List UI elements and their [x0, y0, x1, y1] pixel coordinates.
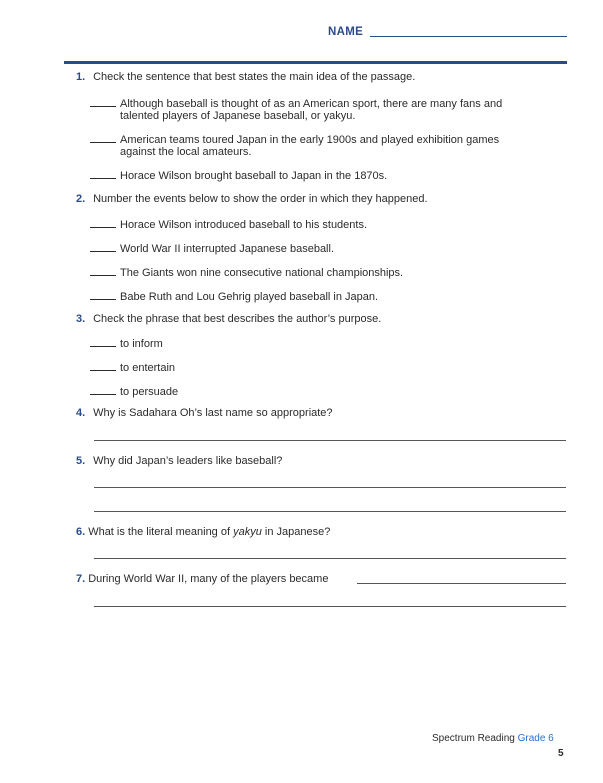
q1-option-1-cont: talented players of Japanese baseball, or yakyu. [120, 110, 356, 122]
header-divider [64, 61, 567, 64]
question-number: 5. [76, 455, 86, 467]
option-text: to entertain [120, 362, 176, 374]
option-text: to persuade [120, 386, 179, 398]
question-7 [76, 573, 328, 585]
question-6 [76, 526, 330, 538]
question-number: 7. [76, 573, 86, 585]
question-number: 3. [76, 313, 86, 325]
option-text: to inform [120, 338, 163, 350]
option-text: Babe Ruth and Lou Gehrig played baseball in Japan. [120, 291, 379, 303]
q1-option-1 [90, 96, 502, 110]
name-label: NAME [328, 26, 364, 38]
question-1 [76, 71, 415, 83]
footer-series [432, 733, 554, 744]
answer-blank[interactable] [90, 241, 116, 252]
question-text-pre: What is the literal meaning of [88, 526, 234, 538]
option-text: Horace Wilson introduced baseball to his students. [120, 219, 368, 231]
q1-option-2-cont: against the local amateurs. [120, 146, 252, 158]
answer-blank[interactable] [90, 384, 116, 395]
answer-blank[interactable] [90, 132, 116, 143]
answer-blank[interactable] [90, 360, 116, 371]
q1-option-2 [90, 132, 499, 146]
question-text: Why did Japan’s leaders like baseball? [93, 455, 283, 467]
option-text: World War II interrupted Japanese baseball. [120, 243, 335, 255]
question-text: During World War II, many of the players became [88, 573, 329, 585]
name-field[interactable] [370, 36, 567, 37]
question-2 [76, 193, 428, 205]
q2-option-3 [90, 265, 403, 279]
question-text-emphasis: yakyu [233, 526, 262, 538]
answer-blank[interactable] [90, 336, 116, 347]
question-text: Number the events below to show the order in which they happened. [93, 193, 428, 205]
question-text: Check the sentence that best states the main idea of the passage. [93, 71, 416, 83]
answer-line[interactable] [94, 558, 566, 559]
option-text: Horace Wilson brought baseball to Japan in the 1870s. [120, 170, 388, 182]
page-number: 5 [558, 748, 564, 759]
answer-line[interactable] [357, 583, 566, 584]
question-text-post: in Japanese? [261, 526, 331, 538]
question-4 [76, 407, 333, 419]
q3-option-2 [90, 360, 175, 374]
option-text: The Giants won nine consecutive national championships. [120, 267, 404, 279]
question-number: 2. [76, 193, 86, 205]
question-text: Check the phrase that best describes the author’s purpose. [93, 313, 382, 325]
question-number: 4. [76, 407, 86, 419]
q2-option-4 [90, 289, 378, 303]
question-text: Why is Sadahara Oh’s last name so appropriate? [93, 407, 333, 419]
answer-line[interactable] [94, 440, 566, 441]
series-title: Spectrum Reading [432, 733, 518, 744]
question-5 [76, 455, 282, 467]
answer-line[interactable] [94, 511, 566, 512]
answer-line[interactable] [94, 487, 566, 488]
q2-option-2 [90, 241, 334, 255]
question-number: 1. [76, 71, 86, 83]
q3-option-3 [90, 384, 178, 398]
answer-line[interactable] [94, 606, 566, 607]
q1-option-3 [90, 168, 387, 182]
answer-blank[interactable] [90, 168, 116, 179]
option-text: Although baseball is thought of as an American sport, there are many fans and [120, 98, 503, 110]
grade-label: Grade 6 [517, 733, 554, 744]
q2-option-1 [90, 217, 367, 231]
answer-blank[interactable] [90, 217, 116, 228]
option-text: American teams toured Japan in the early 1900s and played exhibition games [120, 134, 500, 146]
question-3 [76, 313, 381, 325]
q3-option-1 [90, 336, 163, 350]
answer-blank[interactable] [90, 265, 116, 276]
answer-blank[interactable] [90, 96, 116, 107]
answer-blank[interactable] [90, 289, 116, 300]
question-number: 6. [76, 526, 86, 538]
